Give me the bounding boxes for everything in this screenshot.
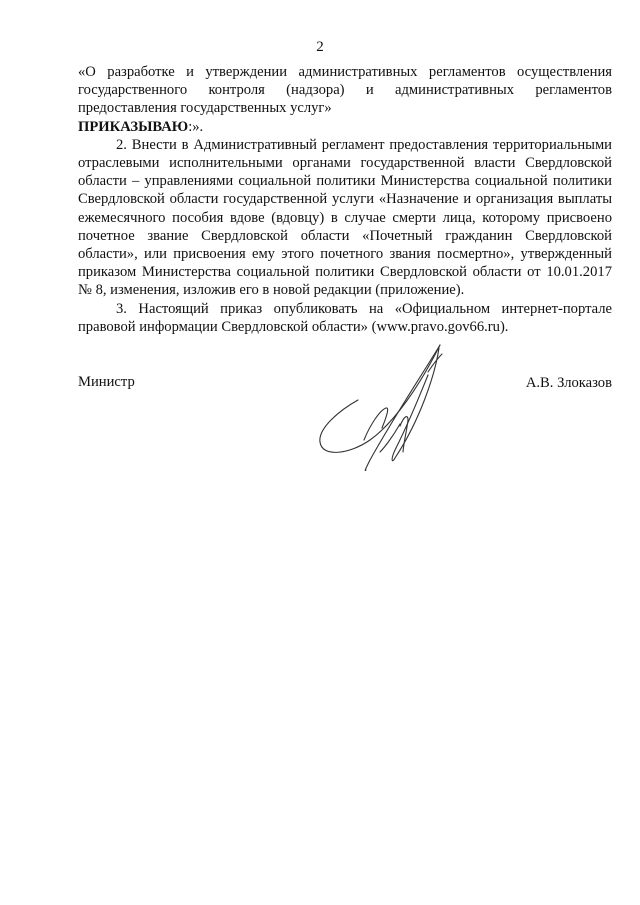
order-keyword-suffix: :». bbox=[188, 118, 204, 135]
paragraph-order-directive bbox=[78, 118, 612, 136]
handwritten-signature bbox=[300, 330, 460, 480]
paragraph-item-2: 2. Внести в Административный регламент предоставления территориальными отраслевыми исполнительными органами государственной власти Свердловской области – управлениями социальной политики Министерства социальной политики Свердловской области государственной услуги «Назначение и организация выплаты ежемесячного пособия вдове (вдовцу) в случае смерти лица, которому присвоено почетное звание Свердловской области «Почетный гражданин Свердловской области», или присвоения ему этого почетного звания посмертно», утвержденный приказом Министерства социальной политики Свердловской области от 10.01.2017 № 8, изменения, изложив его в новой редакции (приложение). bbox=[78, 136, 612, 299]
paragraph-order-title: «О разработке и утверждении административных регламентов осуществления государственного контроля (надзора) и административных регламентов предоставления государственных услуг» bbox=[78, 64, 612, 117]
signatory-position: Министр bbox=[78, 374, 135, 390]
paragraph-item-3: 3. Настоящий приказ опубликовать на «Официальном интернет-портале правовой информации Свердловской области» (www.pravo.gov66.ru). bbox=[78, 300, 612, 335]
document-body bbox=[78, 63, 612, 336]
order-keyword: ПРИКАЗЫВАЮ bbox=[78, 118, 189, 135]
signatory-name: А.В. Злоказов bbox=[525, 375, 612, 391]
page-number: 2 bbox=[316, 39, 324, 55]
